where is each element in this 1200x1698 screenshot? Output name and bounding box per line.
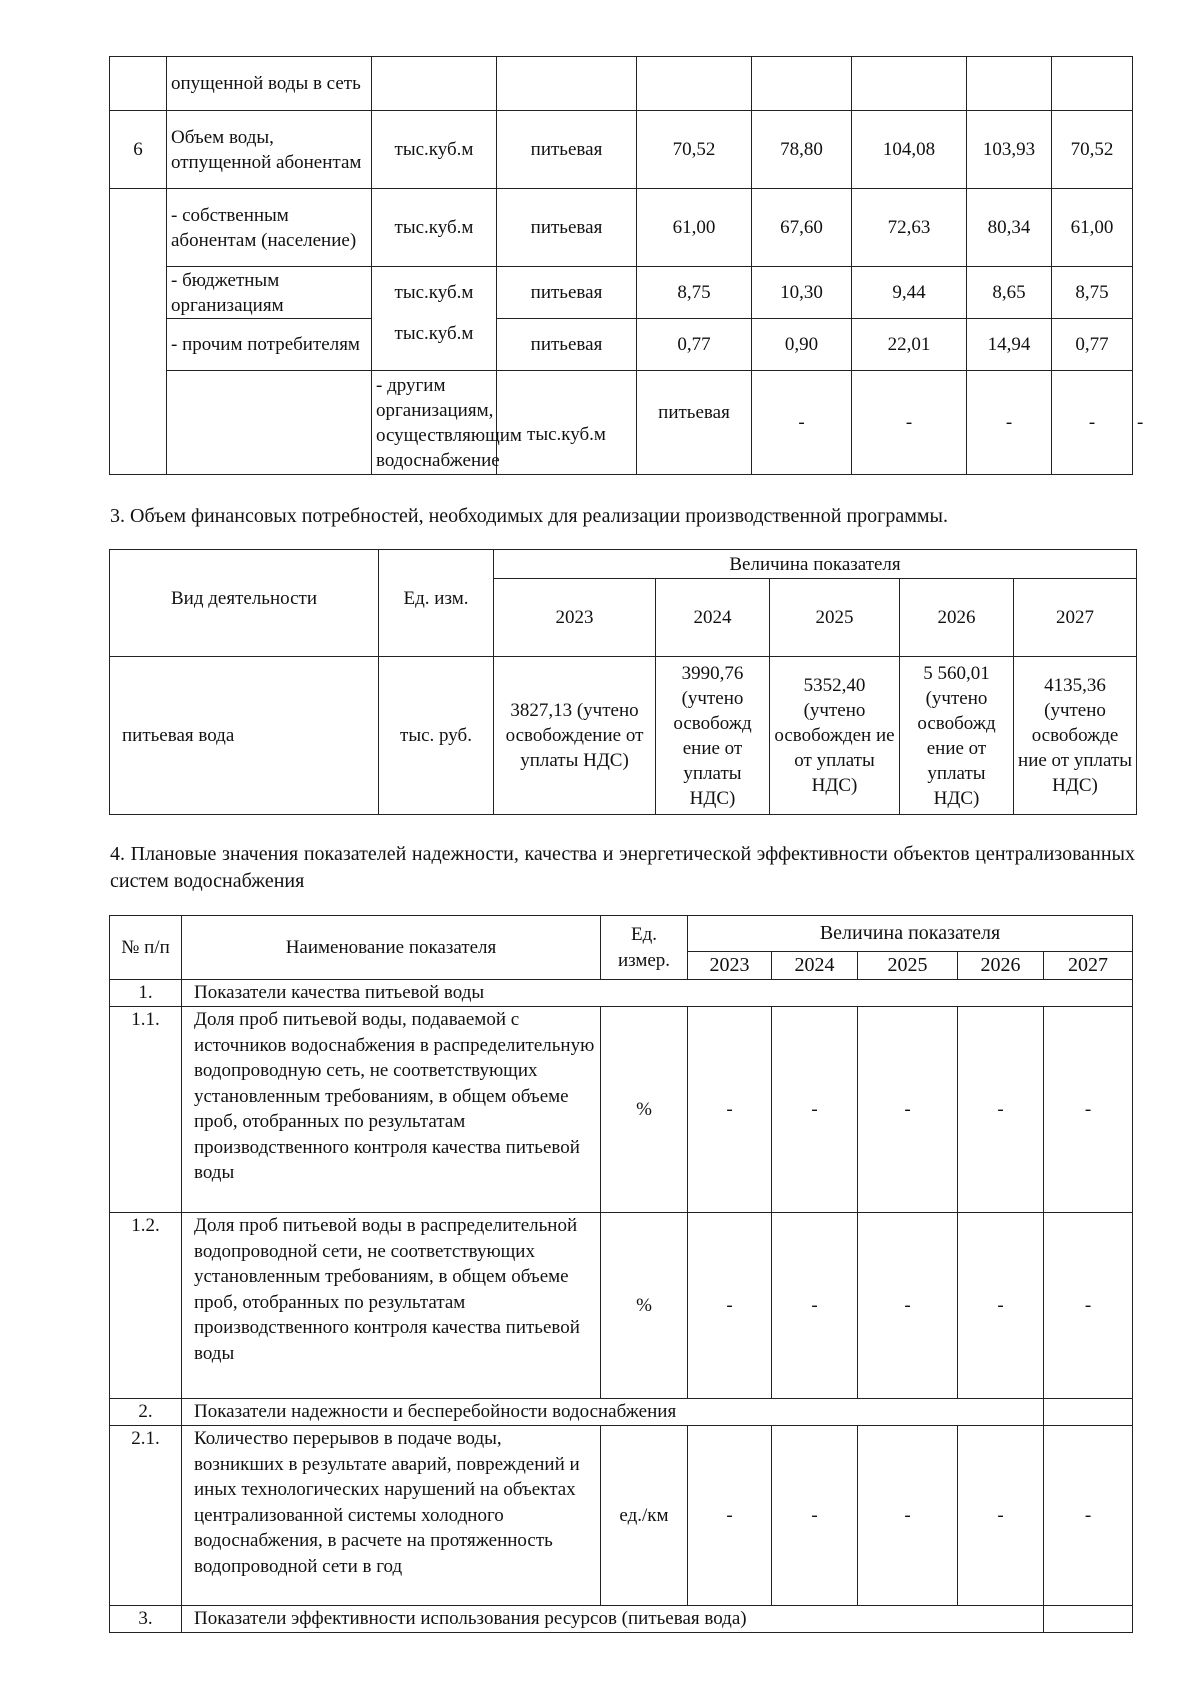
type-cell: питьевая [637, 371, 752, 475]
type-cell: питьевая [497, 319, 637, 371]
year-header: 2023 [688, 952, 772, 980]
row-number: 2. [110, 1399, 182, 1426]
group-row [110, 1606, 1133, 1633]
value-cell: - [858, 1007, 958, 1213]
year-header: 2026 [900, 579, 1014, 657]
unit-cell: тыс. руб. [379, 657, 494, 815]
table-row: - другим организациям, осуществляющим водоснабжение тыс.куб.м питьевая - - - - - [110, 371, 1133, 475]
year-header: 2025 [770, 579, 900, 657]
section-3-heading: 3. Объем финансовых потребностей, необходимых для реализации производственной программы. [110, 505, 948, 527]
value-cell: 0,77 [637, 319, 752, 371]
value-cell: - [752, 371, 852, 475]
year-header: 2023 [494, 579, 656, 657]
value-cell: - [772, 1213, 858, 1399]
value-cell: 104,08 [852, 111, 967, 189]
column-header-unit: Ед. измер. [601, 916, 688, 980]
value-cell: 78,80 [752, 111, 852, 189]
row-number: 3. [110, 1606, 182, 1633]
type-cell: питьевая [497, 267, 637, 319]
type-cell: питьевая [497, 189, 637, 267]
indicator-label: Количество перерывов в подаче воды, возникших в результате аварий, повреждений и иных технологических нарушений на объектах централизованной системы холодного водоснабжения, в расчете на протяженность водопроводной сети в год [182, 1426, 601, 1606]
unit-cell: % [601, 1007, 688, 1213]
unit-cell: ед./км [601, 1426, 688, 1606]
column-header-value: Величина показателя [494, 550, 1137, 579]
value-cell: - [688, 1007, 772, 1213]
value-cell: - [688, 1426, 772, 1606]
indicator-label: Доля проб питьевой воды в распределительной водопроводной сети, не соответствующих установленным требованиям, в общем объеме проб, отобранных по результатам производственного контроля качества питьевой воды [182, 1213, 601, 1399]
value-cell: - [772, 1007, 858, 1213]
value-cell: - [958, 1007, 1044, 1213]
indicators-table [109, 915, 1133, 1633]
group-label: Показатели надежности и бесперебойности водоснабжения [182, 1399, 1044, 1426]
value-cell: 22,01 [852, 319, 967, 371]
table-row [110, 319, 1133, 371]
value-cell: - [852, 371, 967, 475]
row-number: 1.1. [110, 1007, 182, 1213]
value-cell: 80,34 [967, 189, 1052, 267]
column-header-number: № п/п [110, 916, 182, 980]
table-row [110, 189, 1133, 267]
value-cell: 61,00 [637, 189, 752, 267]
value-cell: - [958, 1426, 1044, 1606]
indicator-label: Доля проб питьевой воды, подаваемой с источников водоснабжения в распределительную водопроводную сеть, не соответствующих установленным требованиям, в общем объеме проб, отобранных по результатам производственного контроля качества питьевой воды [182, 1007, 601, 1213]
column-header-name: Наименование показателя [182, 916, 601, 980]
year-header: 2027 [1014, 579, 1137, 657]
section-4-heading: 4. Плановые значения показателей надежности, качества и энергетической эффективности объектов централизованных систем водоснабжения [110, 843, 1135, 892]
unit-cell: тыс.куб.м [372, 267, 497, 319]
year-header: 2025 [858, 952, 958, 980]
value-cell: - [772, 1426, 858, 1606]
value-cell: - [1052, 371, 1133, 475]
value-cell: 8,65 [967, 267, 1052, 319]
value-cell: - [1044, 1007, 1133, 1213]
value-cell: - [688, 1213, 772, 1399]
value-cell: 3990,76 (учтено освобожд ение от уплаты НДС) [656, 657, 770, 815]
table-header-row [110, 550, 1137, 579]
value-cell: 5 560,01 (учтено освобожд ение от уплаты НДС) [900, 657, 1014, 815]
row-number: 1. [110, 980, 182, 1007]
value-cell: - [858, 1426, 958, 1606]
table-row [110, 1426, 1133, 1606]
row-label: опущенной воды в сеть [167, 57, 372, 111]
unit-cell: тыс.куб.м [372, 319, 497, 371]
row-label: - другим организациям, осуществляющим водоснабжение [372, 371, 497, 475]
unit-cell: тыс.куб.м [372, 111, 497, 189]
table-header-row [110, 916, 1133, 952]
year-header: 2024 [772, 952, 858, 980]
unit-cell: % [601, 1213, 688, 1399]
year-header: 2024 [656, 579, 770, 657]
value-cell: 9,44 [852, 267, 967, 319]
table-row [110, 657, 1137, 815]
financial-needs-table [109, 549, 1137, 815]
activity-cell: питьевая вода [110, 657, 379, 815]
value-cell: 72,63 [852, 189, 967, 267]
column-header-value: Величина показателя [688, 916, 1133, 952]
table-row [110, 1213, 1133, 1399]
water-volume-table [109, 56, 1144, 475]
type-cell: питьевая [497, 111, 637, 189]
group-row [110, 1399, 1133, 1426]
value-cell: - [958, 1213, 1044, 1399]
value-cell: 61,00 [1052, 189, 1133, 267]
group-row [110, 980, 1133, 1007]
value-cell: 0,77 [1052, 319, 1133, 371]
table-row [110, 57, 1133, 111]
value-cell: - [1044, 1426, 1133, 1606]
value-cell: 103,93 [967, 111, 1052, 189]
row-label: - собственным абонентам (население) [167, 189, 372, 267]
value-cell: - [858, 1213, 958, 1399]
column-header-unit: Ед. изм. [379, 550, 494, 657]
value-cell: 3827,13 (учтено освобождение от уплаты НДС) [494, 657, 656, 815]
table-row [110, 267, 1133, 319]
value-cell: 70,52 [1052, 111, 1133, 189]
group-label: Показатели качества питьевой воды [182, 980, 1133, 1007]
value-cell: - [1044, 1213, 1133, 1399]
value-cell: 5352,40 (учтено освобожден ие от уплаты НДС) [770, 657, 900, 815]
value-cell: 70,52 [637, 111, 752, 189]
row-number: 2.1. [110, 1426, 182, 1606]
table-row [110, 111, 1133, 189]
row-label: - бюджетным организациям [167, 267, 372, 319]
value-cell: 8,75 [1052, 267, 1133, 319]
unit-cell: тыс.куб.м [497, 371, 637, 475]
column-header-activity: Вид деятельности [110, 550, 379, 657]
year-header: 2027 [1044, 952, 1133, 980]
row-number: 1.2. [110, 1213, 182, 1399]
value-cell: - [967, 371, 1052, 475]
value-cell: 67,60 [752, 189, 852, 267]
group-label: Показатели эффективности использования ресурсов (питьевая вода) [182, 1606, 1044, 1633]
value-cell: 14,94 [967, 319, 1052, 371]
table-row [110, 1007, 1133, 1213]
value-cell: 0,90 [752, 319, 852, 371]
value-cell: 8,75 [637, 267, 752, 319]
row-label: Объем воды, отпущенной абонентам [167, 111, 372, 189]
value-cell: 4135,36 (учтено освобожде ние от уплаты НДС) [1014, 657, 1137, 815]
row-label: - прочим потребителям [167, 319, 372, 371]
year-header: 2026 [958, 952, 1044, 980]
value-cell: 10,30 [752, 267, 852, 319]
row-number: 6 [110, 111, 167, 189]
unit-cell: тыс.куб.м [372, 189, 497, 267]
